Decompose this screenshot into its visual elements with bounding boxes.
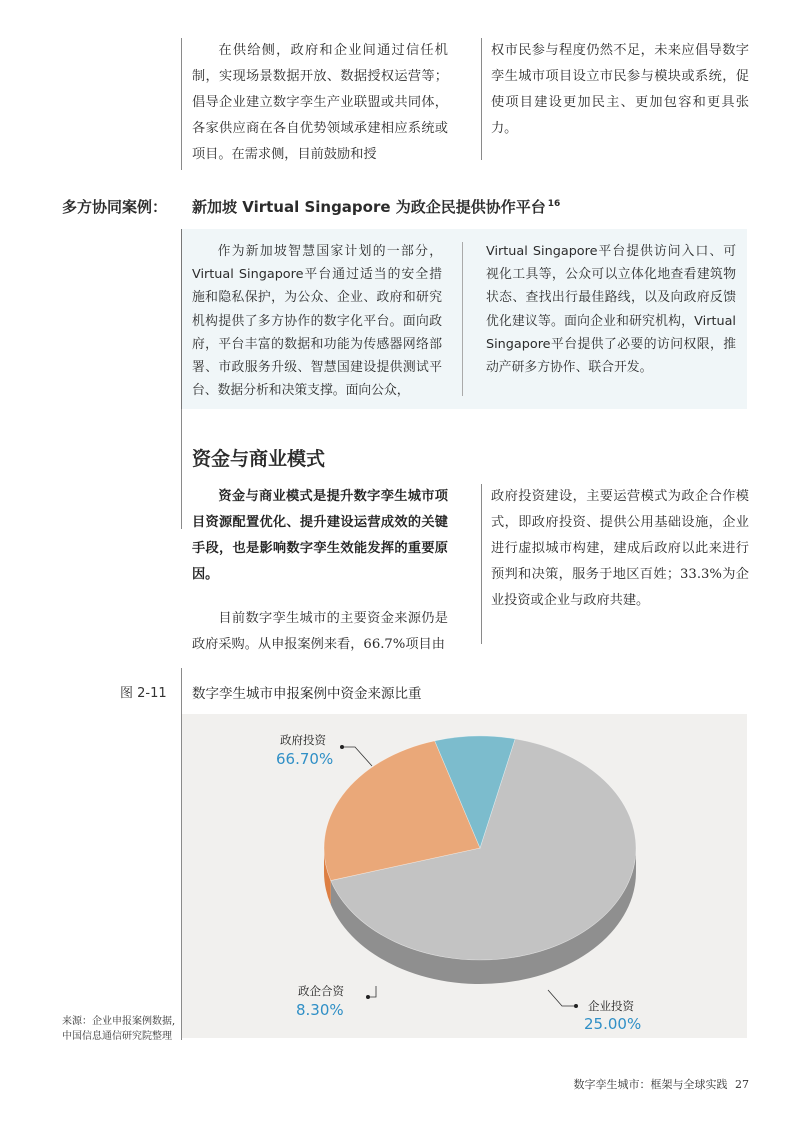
- case-footnote: 16: [547, 199, 561, 209]
- case-title: [192, 196, 560, 217]
- case-title-text: 新加坡 Virtual Singapore 为政企民提供协作平台: [192, 198, 546, 216]
- top-left-rule: [181, 38, 182, 170]
- joint-leader-dot: [366, 995, 370, 999]
- case-left-text: 作为新加坡智慧国家计划的一部分，Virtual Singapore平台通过适当的安全措施和隐私保护，为公众、企业、政府和研究机构提供了多方协作的数字化平台。面向政府，平台丰富的数据和功能为传感器网络部署、市政服务升级、智慧国建设提供测试平台、数据分析和决策支撑。面向公众，: [192, 244, 442, 399]
- case-right-column: [486, 240, 736, 379]
- government-label-value: 66.70%: [276, 750, 334, 768]
- footer-text: 数字孪生城市：框架与全球实践: [573, 1078, 728, 1091]
- section-left-rule: [181, 409, 182, 529]
- page-footer: [574, 1076, 750, 1092]
- top-mid-rule: [481, 38, 482, 160]
- top-left-text: 在供给侧，政府和企业间通过信任机制，实现场景数据开放、数据授权运营等；倡导企业建立数字孪生产业联盟或共同体，各家供应商在各自优势领域承建相应系统或项目。在需求侧，目前鼓励和授: [192, 43, 448, 162]
- section-right-column: [491, 484, 749, 614]
- top-right-column: [491, 38, 749, 142]
- section-left-column: [192, 484, 448, 658]
- figure-source: [62, 1014, 175, 1044]
- page-number: 27: [735, 1078, 749, 1091]
- chart-panel: [182, 714, 747, 1038]
- joint-leader-line: [368, 986, 376, 997]
- government-leader-line: [342, 747, 372, 766]
- section-para2: 目前数字孪生城市的主要资金来源仍是政府采购。从申报案例来看，66.7%项目由: [192, 611, 448, 652]
- enterprise-leader-dot: [574, 1004, 578, 1008]
- joint-label-name: 政企合资: [298, 984, 344, 998]
- pie-chart: [182, 714, 747, 1038]
- government-label-name: 政府投资: [280, 733, 326, 747]
- section-heading: 资金与商业模式: [192, 448, 326, 470]
- figure-title: 数字孪生城市申报案例中资金来源比重: [192, 686, 422, 702]
- top-right-text: 权市民参与程度仍然不足，未来应倡导数字孪生城市项目设立市民参与模块或系统，促使项目建设更加民主、更加包容和更具张力。: [491, 43, 749, 136]
- case-left-column: [192, 240, 442, 402]
- source-line-1: 来源：企业申报案例数据,: [62, 1016, 176, 1027]
- enterprise-label-name: 企业投资: [588, 999, 634, 1013]
- case-right-text: Virtual Singapore平台提供访问入口、可视化工具等，公众可以立体化地查看建筑物状态、查找出行最佳路线，以及向政府反馈优化建议等。面向企业和研究机构，Virtual Singapore平台提供了必要的访问权限，推动产研多方协作、联合开发。: [486, 244, 736, 376]
- figure-label: 图 2-11: [120, 686, 167, 701]
- government-leader-dot: [340, 745, 344, 749]
- case-label: 多方协同案例：: [62, 198, 168, 216]
- source-line-2: 中国信息通信研究院整理: [62, 1031, 172, 1042]
- top-left-column: [192, 38, 448, 168]
- enterprise-leader-line: [548, 990, 576, 1006]
- case-mid-rule: [462, 242, 463, 396]
- enterprise-label-value: 25.00%: [584, 1015, 642, 1033]
- case-left-rule: [181, 229, 182, 409]
- section-mid-rule: [481, 484, 482, 644]
- section-bold-text: 资金与商业模式是提升数字孪生城市项目资源配置优化、提升建设运营成效的关键手段，也是影响数字孪生效能发挥的重要原因。: [192, 489, 448, 582]
- joint-label-value: 8.30%: [296, 1001, 344, 1019]
- section-right-text: 政府投资建设，主要运营模式为政企合作模式，即政府投资、提供公用基础设施，企业进行虚拟城市构建，建成后政府以此来进行预判和决策，服务于地区百姓；33.3%为企业投资或企业与政府共建。: [491, 489, 749, 608]
